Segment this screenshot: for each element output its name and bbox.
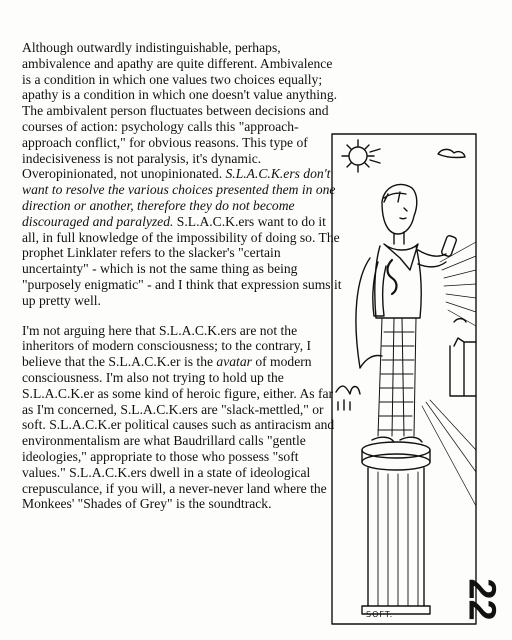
- light-rays: [422, 242, 476, 506]
- paragraph-1: [22, 40, 342, 309]
- artist-signature: SOFT.: [366, 610, 394, 619]
- raised-arm: [418, 235, 457, 267]
- body-text: [22, 40, 342, 512]
- p1-run: S.L.A.C.K.ers want to do it all, in full knowledge of the impossibility of doing so. The prophet Linklater refers to the slacker's "certain uncertainty" - which is not the same thing as being "purposely enigmatic" - and I think that expression sums it up pretty well.: [22, 213, 342, 308]
- legs: [378, 318, 416, 436]
- figure-on-pedestal-drawing: [330, 132, 478, 628]
- cape: [356, 258, 382, 368]
- distant-buildings: [450, 338, 476, 396]
- pedestal: [362, 442, 430, 614]
- p1-italic-run: S.L.A.C.K.ers don't want to resolve the various choices presented them in one direction or another, therefore they do not become discouraged and paralyzed.: [22, 166, 336, 229]
- page-number: 22: [460, 578, 503, 621]
- head: [382, 184, 417, 234]
- ground-tufts: [336, 386, 360, 410]
- sun-icon: [342, 140, 380, 172]
- p1-run: Although outwardly indistinguishable, perhaps, ambivalence and apathy are quite different. Ambivalence is a condition in which one values two choices equally; apathy is a condition in which one doesn't value anything. The ambivalent person fluctuates between decisions and courses of action: psychology calls this "approach-approach conflict," for obvious reasons. This type of indecisiveness is not paralysis, it's dynamic. Overopinionated, not unopinionated.: [22, 40, 338, 182]
- p2-italic-run: avatar: [216, 354, 252, 370]
- cloud-icon: [438, 149, 465, 157]
- p2-run: I'm not arguing here that S.L.A.C.K.ers are not the inheritors of modern consciousness; to the contrary, I believe that the S.L.A.C.K.er is the: [22, 322, 312, 370]
- feet: [372, 437, 422, 442]
- p2-run: of modern consciousness. I'm also not trying to hold up the S.L.A.C.K.er as some kind of heroic figure, either. As far as I'm concerned, S.L.A.C.K.ers are "slack-mettled," or soft. S.L.A.C.K.er political causes such as antiracism and environmentalism are what Baudrillard calls "gentle ideologies," appropriate to those who possess "soft values." S.L.A.C.K.ers dwell in a state of ideological crepusculance, if you will, a never-never land where the Monkees' "Shades of Grey" is the soundtrack.: [22, 354, 335, 512]
- paragraph-2: [22, 323, 342, 513]
